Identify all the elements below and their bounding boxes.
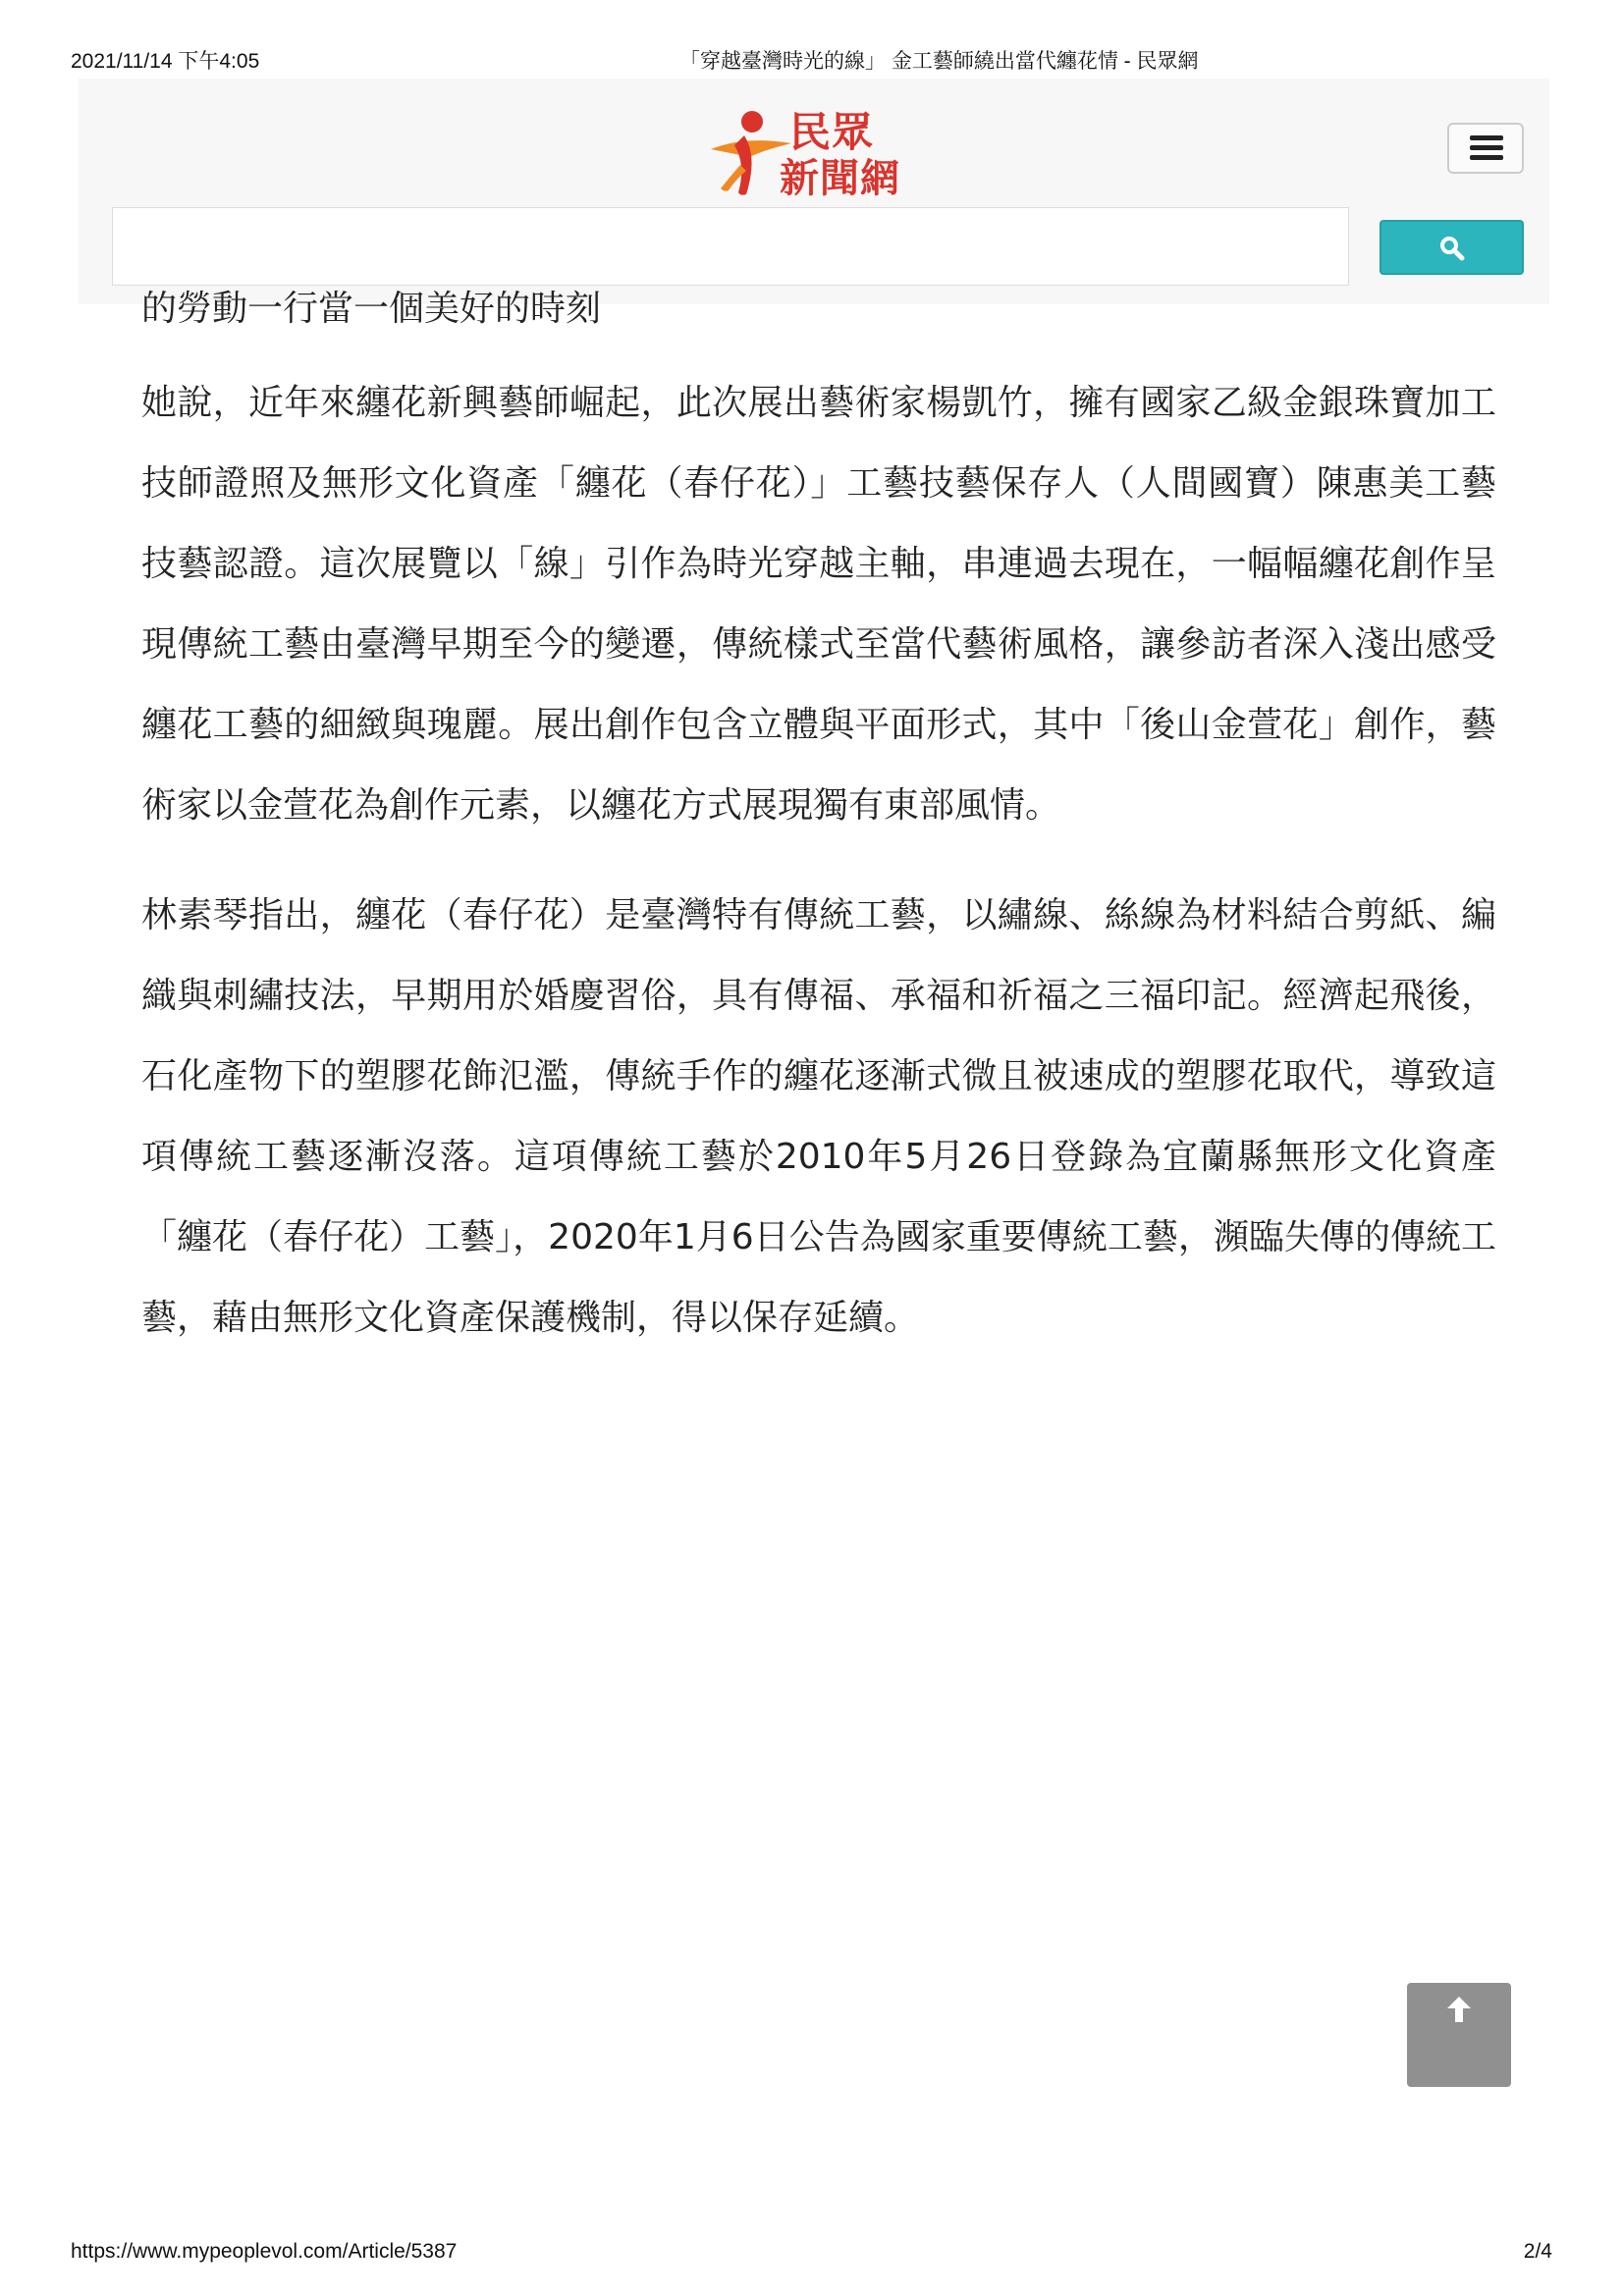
print-page-number: 2/4	[1523, 2240, 1552, 2263]
clipped-text: 的勞動一行當一個美好的時刻	[141, 289, 602, 329]
print-timestamp: 2021/11/14 下午4:05	[71, 50, 260, 73]
logo-text-line1: 民眾	[789, 108, 875, 156]
search-button[interactable]	[1380, 220, 1524, 275]
print-header	[71, 45, 1552, 75]
print-footer	[71, 2240, 1552, 2269]
arrow-up-icon	[1445, 1995, 1473, 2024]
search-icon	[1439, 236, 1465, 261]
print-url: https://www.mypeoplevol.com/Article/5387	[71, 2240, 458, 2263]
article-body	[141, 363, 1496, 1388]
print-page-title: 「穿越臺灣時光的線」 金工藝師繞出當代纏花情 - 民眾網	[679, 50, 1199, 73]
site-logo[interactable]	[701, 100, 927, 201]
menu-button[interactable]	[1447, 123, 1524, 174]
clipped-text-line	[141, 289, 1496, 329]
article-paragraph: 林素琴指出，纏花（春仔花）是臺灣特有傳統工藝，以繡線、絲線為材料結合剪紙、編織與刺繡技法，早期用於婚慶習俗，具有傳福、承福和祈福之三福印記。經濟起飛後，石化產物下的塑膠花飾氾濫，傳統手作的纏花逐漸式微且被速成的塑膠花取代，導致這項傳統工藝逐漸沒落。這項傳統工藝於2010年5月26日登錄為宜蘭縣無形文化資產「纏花（春仔花）工藝」，2020年1月6日公告為國家重要傳統工藝，瀕臨失傳的傳統工藝，藉由無形文化資產保護機制，得以保存延續。	[141, 895, 1496, 1338]
article-paragraph: 她說，近年來纏花新興藝師崛起，此次展出藝術家楊凱竹，擁有國家乙級金銀珠寶加工技師證照及無形文化資產「纏花（春仔花）」工藝技藝保存人（人間國寶）陳惠美工藝技藝認證。這次展覽以「線」引作為時光穿越主軸，串連過去現在，一幅幅纏花創作呈現傳統工藝由臺灣早期至今的變遷，傳統樣式至當代藝術風格，讓參訪者深入淺出感受纏花工藝的細緻與瑰麗。展出創作包含立體與平面形式，其中「後山金萱花」創作，藝術家以金萱花為創作元素，以纏花方式展現獨有東部風情。	[141, 383, 1496, 826]
back-to-top-button[interactable]	[1407, 1983, 1511, 2087]
logo-text-line2: 新聞網	[780, 156, 900, 201]
